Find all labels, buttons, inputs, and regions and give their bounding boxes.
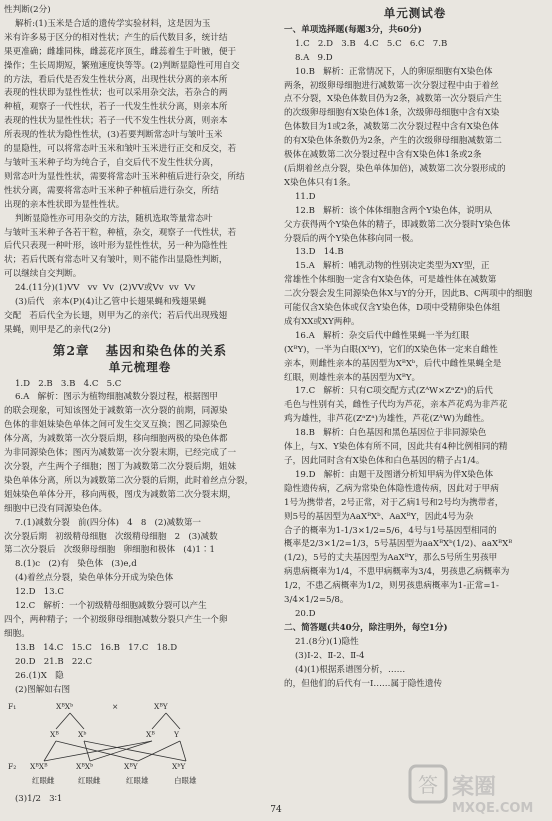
offspring-genotype: XᵇY — [172, 762, 186, 772]
parent-gamete-line — [56, 713, 70, 729]
offspring-phenotype: 红眼雌 — [78, 776, 101, 786]
svg-text:答: 答 — [418, 773, 438, 797]
answer-line: 的次级卵母细胞有X染色体1条，次级卵母细胞中含有X染 — [284, 108, 500, 119]
answer-line: 1/2，不患乙病概率为1/2，则男孩患病概率为1-正常=1- — [284, 581, 499, 592]
watermark-logo — [406, 762, 546, 816]
answer-line: 11.D — [284, 191, 316, 202]
answer-line: 出现的亲本性状即为显性性状。 — [4, 199, 125, 210]
answer-line: 分裂后的两个Y染色体移向同一极。 — [284, 233, 419, 244]
offspring-phenotype: 红眼雌 — [32, 776, 55, 786]
answer-line: 的有X染色体条数仍为2条，产生的次级卵母细胞减数第二 — [284, 136, 502, 147]
answer-line: 与皱叶玉米种子各若干粒，种植，杂交，观察子一代性状，若 — [4, 227, 237, 238]
answer-line: (4)(1)根据系谱图分析，…… — [284, 664, 406, 675]
answer-line: 26.(1)X 隐 — [4, 670, 64, 681]
answer-line: 8.(1)c (2)有 染色体 (3)e,d — [4, 559, 137, 570]
answer-line: 10.B 解析：正常情况下，人的卵原细胞有X染色体 — [284, 66, 493, 77]
answer-line: (3)后代 亲本(P)(4)让乙管中长翅果蝇和残翅果蝇 — [4, 297, 207, 308]
answer-line: 父方获得两个Y染色体的精子，即减数第二次分裂时Y染色体 — [284, 219, 511, 230]
answer-line: 四个，两种精子；一个初级卵母细胞减数分裂只产生一个卵 — [4, 614, 228, 625]
page-number: 74 — [270, 805, 282, 815]
answer-line: 表现的性状即为显性性状；也可以采用杂交法，若杂合的两 — [4, 88, 228, 99]
right-column — [284, 4, 546, 691]
gamete-offspring-line — [138, 741, 180, 761]
answer-line: 红眼，则雄性亲本的基因型为XᴮY。 — [284, 372, 421, 383]
answer-line: 为非同源染色体；图丙为减数第一次分裂末期，已经完成了一 — [4, 448, 237, 459]
answer-line: 性状分离，需要将常态叶玉米种子种植后进行杂交，所结 — [4, 185, 219, 196]
answer-line: 后代只表现一种叶形，该叶形为显性性状，另一种为隐性性 — [4, 241, 228, 252]
answer-line: 的显隐性，可以将常态叶玉米和皱叶玉米进行正交和反交，若 — [4, 144, 237, 155]
offspring-genotype: XᴮY — [124, 762, 138, 772]
svg-text:案圈: 案圈 — [452, 775, 497, 800]
f2-label: F₂ — [8, 762, 17, 772]
f1-father-genotype: XᴮY — [154, 702, 168, 712]
answer-line: 判断显隐性亦可用杂交的方法，随机选取等量常态叶 — [4, 213, 213, 224]
answer-line: 概率是2/3×1/2=1/3，5号基因型为aaXᴮXᵇ(1/2)、aaXᴮXᴮ — [284, 539, 513, 550]
answer-line: 20.D — [284, 608, 316, 619]
answer-line: 8.A 9.D — [284, 52, 333, 63]
answer-line: (XᴮY)，一半为白眼(XᵇY)，它们的X染色体一定来自雌性 — [284, 344, 498, 355]
answer-line: 二次分裂会发生同源染色体X与Y的分开，因此B、C两项中的细胞 — [284, 289, 533, 300]
svg-text:MXQE.COM: MXQE.COM — [452, 801, 534, 816]
offspring-phenotype: 白眼雄 — [174, 776, 197, 786]
answer-line: 6.A 解析：图示为植物细胞减数分裂过程，根据图甲 — [4, 392, 219, 403]
answer-line: 毛色与性别有关，雌性子代均为芦花，亲本芦花鸡为非芦花 — [284, 400, 508, 411]
answer-line: 病患病概率为1/4，不患甲病概率为3/4，男孩患乙病概率为 — [284, 567, 510, 578]
answer-line: 常雄性个体细胞一定含有X染色体，可是雄性体在减数第 — [284, 275, 497, 286]
gamete-offspring-line — [44, 741, 56, 761]
answer-line: 所表现的性状为隐性性状，(3)若要判断常态叶与皱叶玉米 — [4, 130, 223, 141]
answer-line: 果更准确；雌雄同株，雌蕊花序顶生，雌蕊着生于叶腋，便于 — [4, 46, 237, 57]
answer-line: 色体的非姐妹染色单体之间可发生交叉互换；图乙同源染色 — [4, 420, 228, 431]
answer-line: 隐性遗传病，乙病为常染色体隐性遗传病，因此对于甲病 — [284, 483, 499, 494]
answer-line: 亲本，则雌性亲本的基因型为XᴮXᵇ，后代中雌性果蝇全是 — [284, 358, 502, 369]
gamete-label: Xᵇ — [78, 730, 87, 740]
offspring-phenotype: 红眼雄 — [126, 776, 149, 786]
answer-line: 姐妹染色单体分开，移向两极，图戊为减数第二次分裂末期， — [4, 489, 237, 500]
answer-line: 与皱叶玉米种子均为纯合子，自交后代不发生性状分离， — [4, 157, 219, 168]
answer-line: 合子的概率为1-1/3×1/2=5/6，4号与1号基因型相同的 — [284, 525, 497, 536]
offspring-genotype: XᴮXᵇ — [76, 762, 94, 772]
answer-line: 7.(1)减数分裂 前(四分体) 4 8 (2)减数第一 — [4, 517, 202, 528]
answer-line: 操作；生长周期短，繁殖速度快等等。(2)判断显隐性可用自交 — [4, 60, 240, 71]
answer-line: (3)Ⅰ-2、Ⅱ-2、Ⅱ-4 — [284, 650, 365, 661]
answer-line: 13.B 14.C 15.C 16.B 17.C 18.D — [4, 642, 178, 653]
answer-line: 状；若后代既有常态叶又有皱叶，则不能作出显隐性判断， — [4, 255, 228, 266]
answer-line: 次分裂后期 初级精母细胞 次级精母细胞 2 (3)减数 — [4, 531, 218, 542]
answer-line: 20.D 21.B 22.C — [4, 656, 93, 667]
answer-line: 表现的性状为显性性状；若子一代不发生性状分离，则亲本 — [4, 116, 228, 127]
answer-line: 则5号的基因型为AaXᴮXᵇ、AaXᴮY，因此4号为杂 — [284, 511, 474, 522]
answer-line: 12.D 13.C — [4, 587, 64, 598]
answer-line: 体分离，为减数第一次分裂后期，移向细胞两极的染色体都 — [4, 434, 228, 445]
answer-line: 两条，初级卵母细胞进行减数第一次分裂过程中由于着丝 — [284, 80, 499, 91]
gamete-label: Y — [174, 730, 179, 740]
f1-mother-genotype: XᴮXᵇ — [56, 702, 74, 712]
gamete-label: Xᴮ — [50, 730, 59, 740]
answer-line: 果蝇，则甲是乙的亲代(2分) — [4, 324, 111, 335]
answer-line: 19.D 解析：由题干及图谱分析知甲病为伴X染色体 — [284, 469, 494, 480]
parent-gamete-line — [70, 713, 84, 729]
answer-line: 第二次分裂后 次级卵母细胞 卵细胞和极体 (4)1∶1 — [4, 545, 215, 556]
answer-line: 米有许多易于区分的相对性状；产生的后代数目多，统计结 — [4, 32, 228, 43]
answer-line: 13.D 14.B — [284, 247, 344, 258]
answer-line: X染色体只有1条。 — [284, 177, 356, 188]
answer-line: (2)图解如右图 — [4, 684, 71, 695]
question-group-heading: 二、简答题(共40分，除注明外，每空1分) — [284, 622, 448, 633]
left-column — [4, 4, 276, 807]
answer-line: 点不分裂，X染色体数目仍为2条，减数第一次分裂后产生 — [284, 94, 502, 105]
gamete-offspring-line — [180, 741, 186, 761]
genetic-cross-diagram — [4, 699, 244, 791]
answer-line: 则常态叶为显性性状，需要将常态叶玉米种植后进行杂交，所结 — [4, 171, 245, 182]
answer-line: 可能仅含X染色体或仅含Y染色体，D项中受精卵染色体组 — [284, 303, 501, 314]
answer-line: 1.D 2.B 3.B 4.C 5.C — [4, 378, 122, 389]
answer-line: 15.A 解析：哺乳动物的性别决定类型为XY型，正 — [284, 261, 490, 272]
chapter-heading: 第2章 基因和染色体的关系 — [52, 342, 228, 358]
f1-label: F₁ — [8, 702, 17, 712]
answer-line: 的方法，看后代是否发生性状分离，出现性状分离的亲本所 — [4, 74, 228, 85]
answer-line: 色体数目为1或2条，减数第二次分裂过程中含有X染色体 — [284, 122, 499, 133]
answer-line: 细胞中已没有同源染色体。 — [4, 503, 108, 514]
answer-line: 鸡为雄性，非芦花(ZᵃZᵃ)为雄性，芦花(ZᴬW)为雌性。 — [284, 414, 490, 425]
answer-line: 细胞。 — [4, 628, 30, 639]
answer-line: 染色单体分离，所以为减数第二次分裂的后期，此时着丝点分裂， — [4, 475, 254, 486]
question-group-heading: 一、单项选择题(每题3分，共60分) — [284, 24, 422, 35]
answer-line: 16.A 解析：杂交后代中雌性果蝇一半为红眼 — [284, 330, 470, 341]
answer-line: 次分裂，产生两个子细胞；图丁为减数第二次分裂后期，姐妹 — [4, 462, 237, 472]
answer-line: 的，但他们的后代有一I……属于隐性遗传 — [284, 678, 443, 689]
answer-line: 12.C 解析：一个初级精母细胞减数分裂可以产生 — [4, 601, 207, 612]
answer-line: 12.B 解析：该个体体细胞含两个Y染色体，说明从 — [284, 205, 493, 216]
section-title: 单元梳理卷 — [108, 359, 172, 374]
answer-line: 的联会现象，可知该图处于减数第一次分裂的前期，同源染 — [4, 406, 228, 417]
parent-gamete-line — [166, 713, 180, 729]
answer-line: 17.C 解析：只有C项交配方式(ZᴬW×ZᵃZᵃ)的后代 — [284, 386, 493, 397]
answer-line: 极体在减数第二次分裂过程中含有X染色体1条或2条 — [284, 150, 482, 161]
answer-line: 种植，观察子一代性状，若子一代发生性状分离，则亲本所 — [4, 102, 228, 113]
gamete-label: Xᴮ — [146, 730, 155, 740]
answer-line: 性判断(2分) — [4, 5, 51, 15]
answer-line: 21.(8分)(1)隐性 — [284, 636, 359, 647]
answer-line: 1号为携带者，2号正常，对于乙病1号和2号均为携带者， — [284, 497, 504, 508]
answer-line: (4)着丝点分裂，染色单体分开成为染色体 — [4, 573, 174, 584]
answer-line: 体上，与X、Y染色体有所不同，因此共有4种比例相同的精 — [284, 442, 508, 453]
answer-line: (1/2)，5号的丈夫基因型为AaXᴮY，那么5号所生男孩甲 — [284, 553, 498, 564]
gamete-offspring-line — [84, 741, 90, 761]
answer-line: 3/4×1/2=5/8。 — [284, 595, 349, 606]
answer-line: (后期着丝点分裂，染色单体加倍)，减数第二次分裂形成的 — [284, 163, 506, 174]
answer-line: 成有XX或XY两种。 — [284, 316, 360, 327]
answer-line: 24.(11分)(1)VV vv Vv (2)VV或Vv vv Vv — [4, 283, 196, 294]
answer-line: 子，因此同时含有X染色体和白色基因的精子占1/4。 — [284, 456, 485, 466]
offspring-genotype: XᴮXᴮ — [30, 762, 48, 772]
answer-line: 可以继续自交判断。 — [4, 269, 82, 280]
section-title: 单元测试卷 — [383, 6, 447, 20]
answer-line: 1.C 2.D 3.B 4.C 5.C 6.C 7.B — [284, 38, 448, 49]
answer-line: 交配 若后代全为长翅，则甲为乙的亲代；若后代出现残翅 — [4, 310, 228, 321]
answer-line: 18.B 解析：白色基因和黑色基因位于非同源染色 — [284, 428, 487, 439]
cross-symbol: × — [112, 702, 119, 712]
answer-line: (3)1/2 3∶1 — [4, 794, 63, 805]
answer-line: 解析:(1)玉米是合适的遗传学实验材料，这是因为玉 — [4, 18, 211, 29]
parent-gamete-line — [152, 713, 166, 729]
